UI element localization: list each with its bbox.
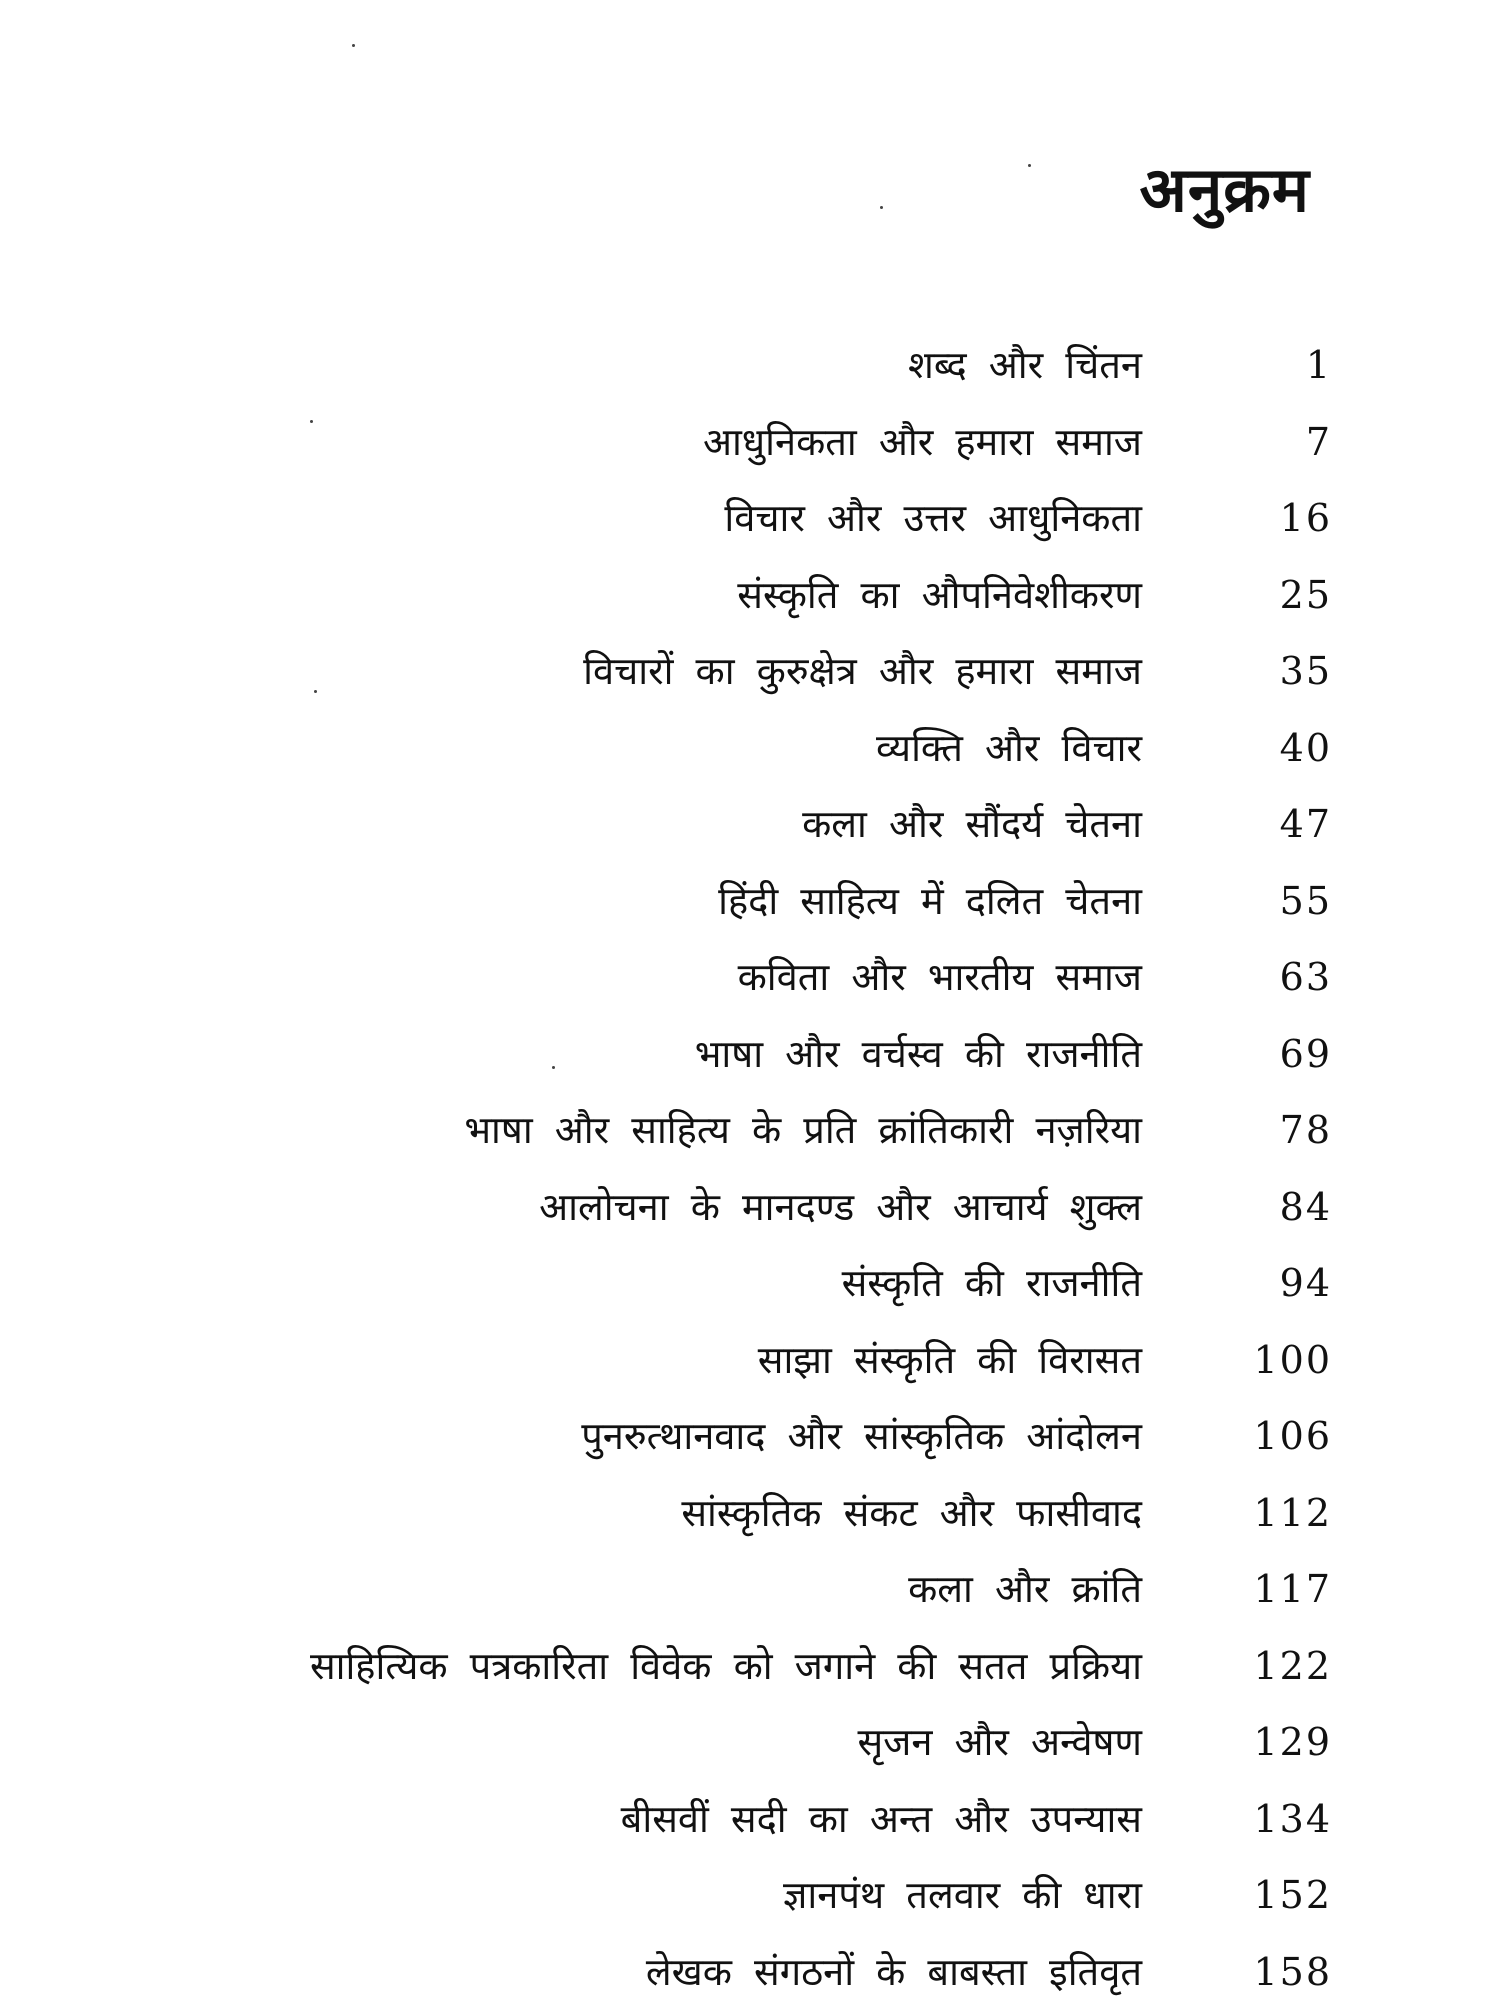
toc-row: [0, 942, 1500, 1019]
toc-entry-page: 1: [1306, 330, 1332, 400]
toc-entry-title: पुनरुत्थानवाद और सांस्कृतिक आंदोलन: [581, 1401, 1142, 1471]
toc-entry-page: 25: [1280, 560, 1332, 630]
toc-entry-page: 69: [1280, 1019, 1332, 1089]
toc-entry-page: 84: [1280, 1172, 1332, 1242]
toc-entry-page: 122: [1253, 1631, 1332, 1701]
toc-entry-page: 152: [1253, 1860, 1332, 1930]
toc-entry-page: 16: [1280, 483, 1332, 553]
toc-entry-page: 129: [1253, 1707, 1332, 1777]
toc-row: [0, 1554, 1500, 1631]
toc-entry-page: 55: [1280, 866, 1332, 936]
toc-entry-page: 35: [1280, 636, 1332, 706]
toc-row: [0, 1631, 1500, 1708]
toc-entry-page: 40: [1280, 713, 1332, 783]
toc-entry-title: बीसवीं सदी का अन्त और उपन्यास: [621, 1784, 1142, 1854]
toc-row: [0, 1248, 1500, 1325]
toc-entry-page: 63: [1280, 942, 1332, 1012]
toc-row: [0, 330, 1500, 407]
toc-row: [0, 1019, 1500, 1096]
toc-entry-title: साझा संस्कृति की विरासत: [758, 1325, 1142, 1395]
toc-entry-title: व्यक्ति और विचार: [876, 713, 1142, 783]
toc-row: [0, 1937, 1500, 2013]
page-title: अनुक्रम: [1060, 150, 1310, 230]
toc-entry-page: 78: [1280, 1095, 1332, 1165]
toc-entry-title: आधुनिकता और हमारा समाज: [703, 407, 1142, 477]
toc-entry-page: 134: [1253, 1784, 1332, 1854]
toc-entry-title: विचार और उत्तर आधुनिकता: [724, 483, 1142, 553]
toc-row: [0, 1860, 1500, 1937]
toc-entry-page: 117: [1253, 1554, 1332, 1624]
toc-entry-page: 7: [1306, 407, 1332, 477]
toc-row: [0, 560, 1500, 637]
toc-entry-title: कविता और भारतीय समाज: [738, 942, 1142, 1012]
toc-row: [0, 1784, 1500, 1861]
toc-entry-page: 112: [1253, 1478, 1332, 1548]
toc-row: [0, 636, 1500, 713]
toc-entry-title: लेखक संगठनों के बाबस्ता इतिवृत: [646, 1937, 1142, 2007]
toc-entry-title: शब्द और चिंतन: [908, 330, 1142, 400]
toc-row: [0, 407, 1500, 484]
toc-entry-title: आलोचना के मानदण्ड और आचार्य शुक्ल: [539, 1172, 1142, 1242]
scan-speck: [310, 420, 313, 423]
toc-entry-title: विचारों का कुरुक्षेत्र और हमारा समाज: [583, 636, 1142, 706]
toc-row: [0, 483, 1500, 560]
toc-entry-page: 47: [1280, 789, 1332, 859]
toc-entry-title: हिंदी साहित्य में दलित चेतना: [718, 866, 1142, 936]
toc-entry-title: सृजन और अन्वेषण: [857, 1707, 1142, 1777]
toc-row: [0, 866, 1500, 943]
toc-entry-title: संस्कृति का औपनिवेशीकरण: [737, 560, 1142, 630]
toc-row: [0, 1325, 1500, 1402]
toc-entry-title: भाषा और वर्चस्व की राजनीति: [695, 1019, 1142, 1089]
toc-entry-title: भाषा और साहित्य के प्रति क्रांतिकारी नज़रिया: [464, 1095, 1142, 1165]
toc-row: [0, 789, 1500, 866]
toc-entry-page: 100: [1253, 1325, 1332, 1395]
scan-speck: [314, 690, 317, 693]
toc-entry-title: कला और सौंदर्य चेतना: [802, 789, 1142, 859]
toc-entry-page: 158: [1253, 1937, 1332, 2007]
toc-entry-title: सांस्कृतिक संकट और फासीवाद: [681, 1478, 1142, 1548]
toc-entry-page: 94: [1280, 1248, 1332, 1318]
toc-entry-page: 106: [1253, 1401, 1332, 1471]
toc-entry-title: कला और क्रांति: [908, 1554, 1142, 1624]
scan-speck: [880, 206, 883, 209]
scan-speck: [552, 1066, 555, 1069]
toc-entry-title: ज्ञानपंथ तलवार की धारा: [783, 1860, 1142, 1930]
toc-row: [0, 1478, 1500, 1555]
toc-row: [0, 1401, 1500, 1478]
toc-row: [0, 1172, 1500, 1249]
table-of-contents: [0, 330, 1500, 2013]
scan-speck: [352, 44, 355, 47]
toc-row: [0, 713, 1500, 790]
toc-entry-title: संस्कृति की राजनीति: [842, 1248, 1142, 1318]
toc-row: [0, 1095, 1500, 1172]
scan-speck: [1028, 164, 1031, 167]
toc-row: [0, 1707, 1500, 1784]
toc-entry-title: साहित्यिक पत्रकारिता विवेक को जगाने की सतत प्रक्रिया: [310, 1631, 1142, 1701]
